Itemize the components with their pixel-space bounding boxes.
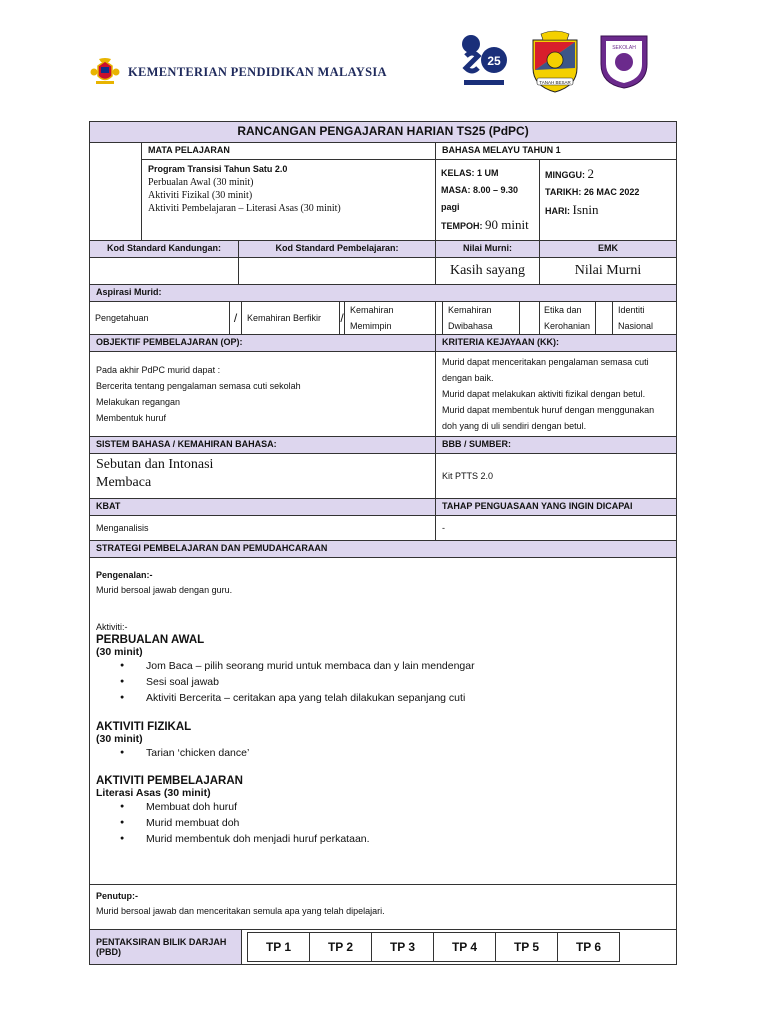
emk-label: EMK [540,241,677,258]
aspirasi-dwibahasa: Kemahiran Dwibahasa [443,302,520,335]
class-info-cell [436,160,540,241]
penutup-value: Murid bersoal jawab dan menceritakan semula apa yang telah dipelajari. [96,906,385,916]
program-cell [142,160,436,241]
ksp-label: Kod Standard Pembelajaran: [239,241,436,258]
sistem-line: Sebutan dan Intonasi [96,457,214,472]
ts25-logo-icon [458,30,510,92]
aspirasi-label: Aspirasi Murid: [90,285,677,302]
aspirasi-pengetahuan: Pengetahuan [90,302,230,335]
pembelajaran-title: AKTIVITI PEMBELAJARAN [96,775,243,787]
list-item: ● Murid membentuk doh menjadi huruf perkataan. [120,831,670,847]
ministry-name: KEMENTERIAN PENDIDIKAN MALAYSIA [128,64,387,79]
pengenalan-label: Pengenalan:- [96,570,153,580]
op-cell [90,352,436,437]
svg-text:SEKOLAH: SEKOLAH [612,45,636,51]
list-item: ● Membuat doh huruf [120,799,670,815]
sistem-bahasa-label: SISTEM BAHASA / KEMAHIRAN BAHASA: [90,437,436,454]
kbat-value: Menganalisis [90,516,436,541]
op-line: Pada akhir PdPC murid dapat : [96,365,221,375]
program-line: Aktiviti Fizikal (30 minit) [148,190,253,201]
tarikh-value: 26 MAC 2022 [583,187,640,197]
list-item: ● Murid membuat doh [120,815,670,831]
aspirasi-berfikir: Kemahiran Berfikir [242,302,340,335]
emk-value: Nilai Murni [540,258,677,285]
perbualan-title: PERBUALAN AWAL [96,634,205,646]
program-line: Aktiviti Pembelajaran – Literasi Asas (30 minit) [148,203,341,214]
minggu-value: 2 [587,166,595,181]
aspirasi-mark [520,302,540,335]
list-item: ● Aktiviti Bercerita – ceritakan apa yang telah dilakukan sepanjang cuti [120,690,670,706]
tp-4: TP 4 [433,932,496,962]
aspirasi-mark [436,302,443,335]
ministry-header [90,58,387,86]
program-title: Program Transisi Tahun Satu 2.0 [148,164,288,174]
aspirasi-mark: / [340,302,345,335]
pengenalan-value: Murid bersoal jawab dengan guru. [96,585,233,595]
list-item: ● Tarian ‘chicken dance’ [120,745,670,761]
tp-2: TP 2 [309,932,372,962]
tp-1: TP 1 [247,932,310,962]
kbat-label: KBAT [90,499,436,516]
minggu-label: MINGGU: [545,170,585,180]
sistem-line: Membaca [96,475,152,490]
tarikh-label: TARIKH: [545,187,582,197]
aktiviti-label: Aktiviti:- [96,622,128,632]
strategi-label: STRATEGI PEMBELAJARAN DAN PEMUDAHCARAAN [90,541,677,558]
pbd-label: PENTAKSIRAN BILIK DARJAH (PBD) [90,930,242,965]
hari-label: HARI: [545,206,570,216]
svg-text:TANAH BESAR: TANAH BESAR [539,80,571,85]
op-label: OBJEKTIF PEMBELAJARAN (OP): [90,335,436,352]
list-item: ● Sesi soal jawab [120,674,670,690]
lesson-plan-form [89,121,676,965]
ksk-value [90,258,239,285]
penutup-label: Penutup:- [96,891,138,901]
tahap-label: TAHAP PENGUASAAN YANG INGIN DICAPAI [436,499,677,516]
strategi-cell [90,558,677,885]
aspirasi-mark [596,302,613,335]
aspirasi-memimpin: Kemahiran Memimpin [345,302,436,335]
kelas-label: KELAS: [441,168,475,178]
mata-pelajaran-value: BAHASA MELAYU TAHUN 1 [436,143,677,160]
kk-cell [436,352,677,437]
aspirasi-mark: / [230,302,242,335]
op-line: Melakukan regangan [96,397,181,407]
kk-line: Murid dapat menceritakan pengalaman semasa cuti dengan baik. [442,357,649,383]
school-crest-icon [597,30,651,90]
tempoh-label: TEMPOH: [441,221,483,231]
aspirasi-identiti: Identiti Nasional [613,302,677,335]
hari-value: Isnin [572,202,599,217]
ksp-value [239,258,436,285]
sistem-bahasa-cell [90,454,436,499]
masa-label: MASA: [441,185,471,195]
tp-row [242,930,677,965]
penutup-cell [90,885,677,930]
date-info-cell [540,160,677,241]
perbualan-duration: (30 minit) [96,646,143,658]
form-title: RANCANGAN PENGAJARAN HARIAN TS25 (PdPC) [90,122,677,143]
ksk-label: Kod Standard Kandungan: [90,241,239,258]
malaysia-crest-icon [90,58,120,86]
fizikal-title: AKTIVITI FIZIKAL [96,721,192,733]
pembelajaran-duration: Literasi Asas (30 minit) [96,787,211,799]
kelas-value: 1 UM [477,168,499,178]
perbualan-list [96,658,670,706]
aspirasi-etika: Etika dan Kerohanian [540,302,596,335]
tp-6: TP 6 [557,932,620,962]
state-crest-icon [527,30,583,94]
program-line: Perbualan Awal (30 minit) [148,177,254,188]
bbb-value: Kit PTTS 2.0 [436,454,677,499]
tp-3: TP 3 [371,932,434,962]
list-item: ● Jom Baca – pilih seorang murid untuk membaca dan y lain mendengar [120,658,670,674]
op-line: Membentuk huruf [96,413,167,423]
svg-text:25: 25 [487,54,501,68]
fizikal-duration: (30 minit) [96,733,143,745]
tp-5: TP 5 [495,932,558,962]
tempoh-value: 90 minit [485,217,529,232]
kk-label: KRITERIA KEJAYAAN (KK): [436,335,677,352]
mata-pelajaran-label: MATA PELAJARAN [142,143,436,160]
pembelajaran-list [96,799,670,847]
tahap-value: - [436,516,677,541]
kk-line: Murid dapat membentuk huruf dengan menggunakan doh yang di uli sendiri dengan betul. [442,405,655,431]
fizikal-list [96,745,670,761]
nilai-murni-value: Kasih sayang [436,258,540,285]
nilai-murni-label: Nilai Murni: [436,241,540,258]
kk-line: Murid dapat melakukan aktiviti fizikal dengan betul. [442,389,646,399]
bbb-label: BBB / SUMBER: [436,437,677,454]
masa-value: 8.00 – 9.30 pagi [441,185,519,212]
op-line: Bercerita tentang pengalaman semasa cuti sekolah [96,381,301,391]
